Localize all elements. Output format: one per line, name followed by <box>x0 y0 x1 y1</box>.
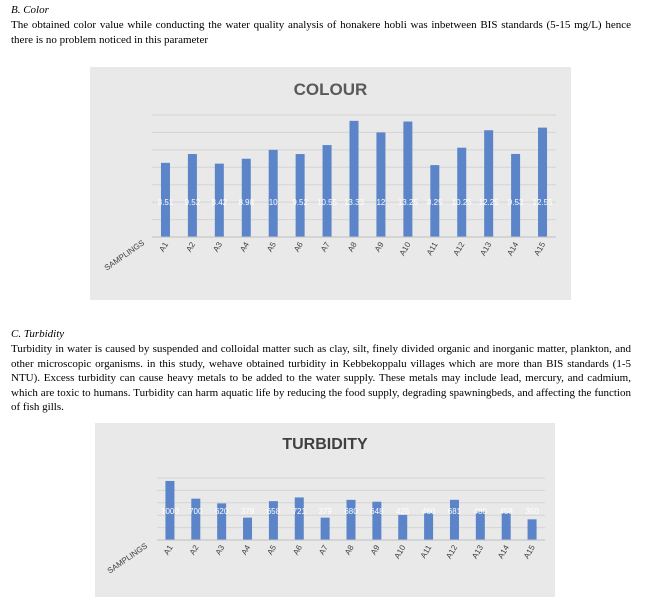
colour-data-label: 8.25 <box>427 198 443 207</box>
turbidity-bar <box>191 499 200 540</box>
turbidity-x-axis-label: SAMPLINGS <box>105 541 150 576</box>
colour-tick-label: A13 <box>478 240 494 258</box>
colour-data-label: 10 <box>268 198 278 207</box>
colour-data-label: 10.55 <box>317 198 338 207</box>
colour-bar <box>296 154 305 237</box>
turbidity-tick-label: A3 <box>213 543 227 557</box>
colour-tick-label: A8 <box>346 240 359 254</box>
section-c-paragraph: Turbidity in water is caused by suspended and colloidal matter such as clay, silt, finely divided organic and inorganic matter, plankton, and other microscopic organisms. in this study, wehave obtained turbidity in Kebbekoppalu villages which are more than BIS standards (1-5 NTU). Excess turbidity can cause heavy metals to be added to the water supply. These metals may include lead, mercury, and cadmium, which are toxic to humans. Turbidity can harm aquatic life by reducing the food supply, degrading spawningbeds, and affecting the function of fish gills. <box>11 343 631 414</box>
turbidity-data-label: 681 <box>447 507 462 516</box>
colour-data-label: 12.55 <box>532 198 553 207</box>
turbidity-tick-label: A4 <box>239 543 253 557</box>
colour-data-label: 9.52 <box>184 198 201 207</box>
turbidity-bar <box>424 513 433 540</box>
colour-data-label: 12 <box>376 198 386 207</box>
colour-data-label: 10.25 <box>451 198 472 207</box>
turbidity-chart-svg <box>95 423 555 597</box>
section-b-paragraph: The obtained color value while conducting the water quality analysis of honakere hobli was inbetween BIS standards (5-15 mg/L) hence there is no problem noticed in this parameter <box>11 19 631 46</box>
colour-chart-svg <box>90 67 571 300</box>
colour-bar <box>350 121 359 237</box>
turbidity-data-label: 350 <box>525 507 539 516</box>
turbidity-tick-label: A14 <box>496 543 511 561</box>
colour-data-label: 9.53 <box>507 198 524 207</box>
colour-tick-label: A15 <box>532 240 548 258</box>
colour-bar <box>484 130 493 237</box>
turbidity-data-label: 680 <box>344 507 358 516</box>
colour-data-label: 13.33 <box>343 198 365 207</box>
colour-tick-label: A2 <box>184 240 198 254</box>
colour-chart-title: COLOUR <box>293 80 368 99</box>
colour-bar <box>188 154 197 237</box>
turbidity-data-label: 458 <box>499 507 513 516</box>
colour-bar <box>511 154 520 237</box>
turbidity-data-label: 425 <box>396 507 410 516</box>
colour-bar <box>376 132 385 237</box>
turbidity-tick-label: A2 <box>187 543 201 557</box>
turbidity-data-label: 700 <box>189 507 203 516</box>
colour-x-axis-label: SAMPLINGS <box>102 238 147 273</box>
turbidity-tick-label: A5 <box>265 543 279 557</box>
colour-tick-label: A9 <box>372 240 386 254</box>
turbidity-bar <box>450 500 459 540</box>
turbidity-data-label: 460 <box>421 507 436 516</box>
turbidity-bar <box>528 519 537 540</box>
colour-tick-label: A4 <box>238 240 251 254</box>
turbidity-chart-title: TURBIDITY <box>282 436 368 453</box>
section-c-heading: C. Turbidity <box>11 328 65 340</box>
turbidity-tick-label: A1 <box>161 543 175 557</box>
colour-tick-label: A3 <box>211 240 225 254</box>
colour-data-label: 8.51 <box>157 198 174 207</box>
colour-tick-label: A14 <box>505 240 521 258</box>
colour-tick-label: A11 <box>424 240 440 257</box>
colour-bar <box>403 122 412 237</box>
turbidity-tick-label: A6 <box>291 543 304 557</box>
colour-tick-label: A12 <box>451 240 467 258</box>
turbidity-tick-label: A11 <box>418 543 434 560</box>
turbidity-bar <box>243 518 252 540</box>
turbidity-data-label: 648 <box>370 507 384 516</box>
turbidity-bar <box>347 500 356 540</box>
turbidity-data-label: 620 <box>214 507 229 516</box>
colour-data-label: 12.25 <box>478 198 499 207</box>
turbidity-bar <box>321 518 330 540</box>
colour-data-label: 8.42 <box>211 198 228 207</box>
turbidity-tick-label: A9 <box>368 543 382 557</box>
turbidity-tick-label: A15 <box>521 543 537 561</box>
turbidity-tick-label: A13 <box>470 543 486 561</box>
turbidity-data-label: 480 <box>473 507 488 516</box>
turbidity-data-label: 379 <box>240 507 255 516</box>
colour-tick-label: A7 <box>319 240 332 254</box>
turbidity-data-label: 721 <box>292 507 306 516</box>
turbidity-data-label: 1000 <box>161 507 179 516</box>
colour-data-label: 8.98 <box>238 198 255 207</box>
colour-data-label: 9.52 <box>292 198 308 207</box>
turbidity-bar <box>295 497 304 540</box>
turbidity-tick-label: A10 <box>392 543 408 561</box>
turbidity-tick-label: A12 <box>444 543 460 561</box>
turbidity-bar <box>502 513 511 540</box>
colour-bar <box>269 150 278 237</box>
colour-tick-label: A5 <box>265 240 278 254</box>
section-b-heading: B. Color <box>11 4 49 16</box>
colour-bar <box>538 128 547 237</box>
turbidity-data-label: 379 <box>318 507 332 516</box>
colour-tick-label: A10 <box>397 240 413 258</box>
turbidity-tick-label: A8 <box>343 543 356 557</box>
turbidity-tick-label: A7 <box>317 543 330 557</box>
colour-tick-label: A6 <box>292 240 305 254</box>
colour-tick-label: A1 <box>157 240 171 254</box>
turbidity-chart <box>95 423 555 602</box>
colour-data-label: 13.25 <box>397 198 418 207</box>
colour-bar <box>323 145 332 237</box>
colour-chart <box>90 67 571 305</box>
turbidity-data-label: 658 <box>266 507 281 516</box>
colour-bar <box>457 148 466 237</box>
turbidity-bar <box>398 515 407 540</box>
